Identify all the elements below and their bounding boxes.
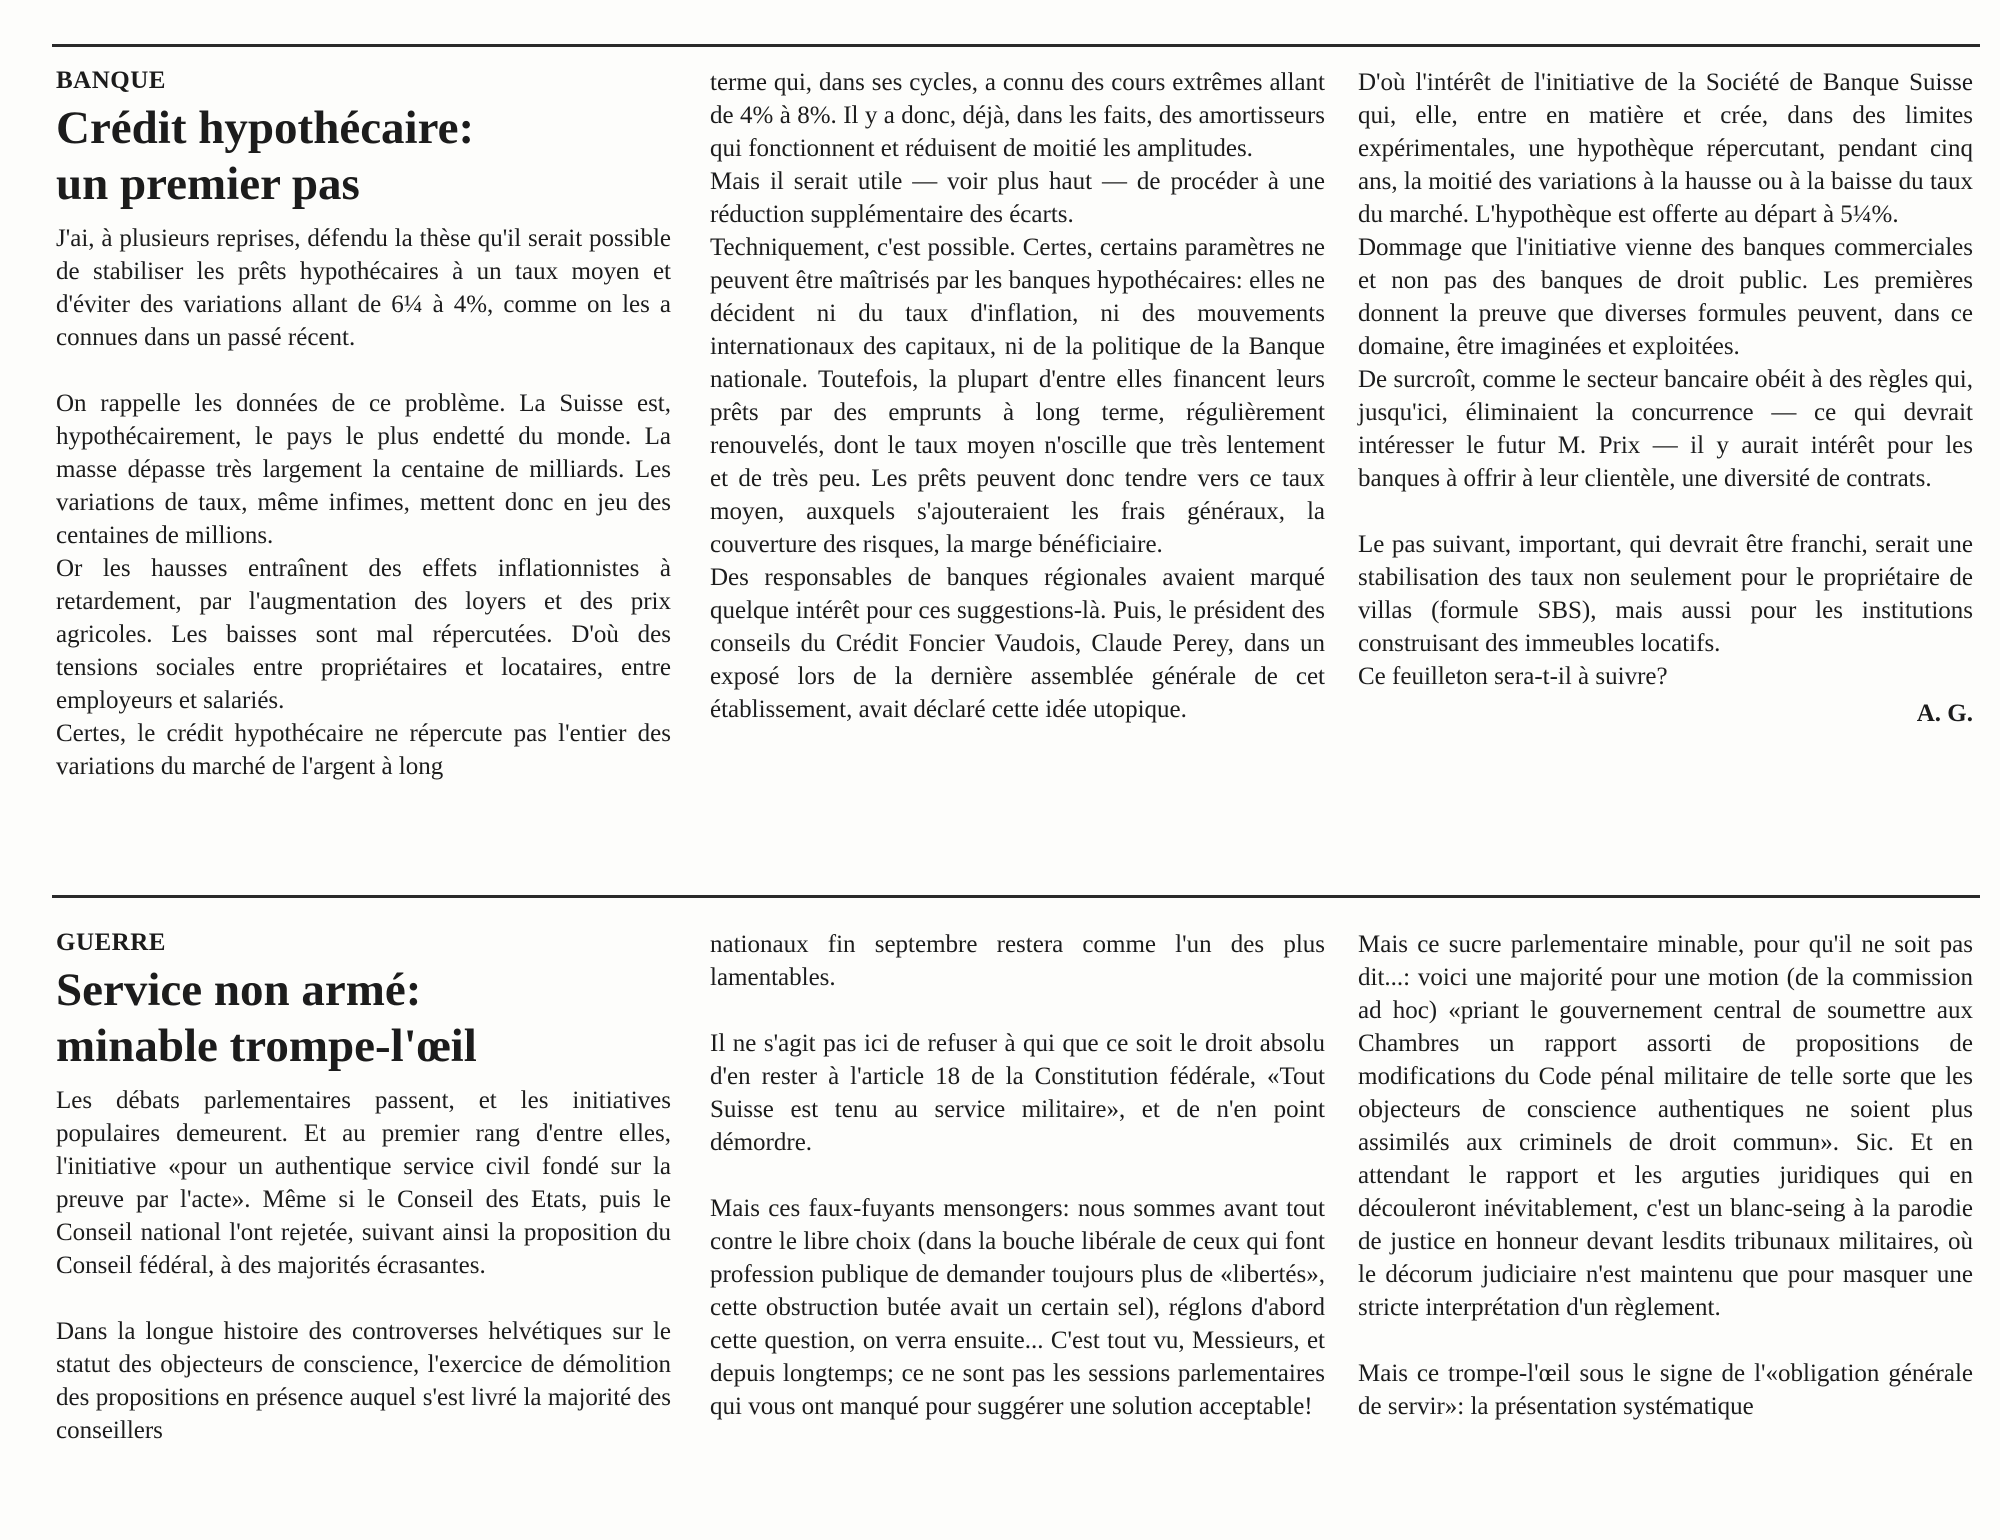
article2-paragraph: Mais ces faux-fuyants mensongers: nous sommes avant tout contre le libre choix (dans la bouche libérale de ceux qui font profession publique de demander toujours plus de «libertés», cette obstruction butée avait un certain sel), réglons d'abord cette question, on verra ensuite... C'est tout vu, Messieurs, et depuis longtemps; ce ne sont pas les sessions parlementaires qui vous ont manqué pour suggérer une solution acceptable! — [710, 1195, 1325, 1420]
article2-paragraph: Dans la longue histoire des controverses helvétiques sur le statut des objecteurs de conscience, l'exercice de démolition des propositions en présence auquel s'est livré la majorité des conseillers — [56, 1318, 671, 1444]
article2-headline: Service non armé: minable trompe-l'œil — [56, 964, 477, 1072]
article1-column-2 — [710, 66, 1325, 726]
article1-paragraph: terme qui, dans ses cycles, a connu des cours extrêmes allant de 4% à 8%. Il y a donc, déjà, dans les faits, des amortisseurs qui fonctionnent et réduisent de moitié les amplitudes. — [710, 69, 1325, 162]
article1-paragraph: Dommage que l'initiative vienne des banques commerciales et non pas des banques de droit public. Les premières donnent la preuve que diverses formules peuvent, dans ce domaine, être imaginées et exploitées. — [1358, 234, 1973, 360]
article1-paragraph: Ce feuilleton sera-t-il à suivre? — [1358, 663, 1668, 690]
article1-rubric: BANQUE — [56, 67, 166, 94]
article2-paragraph: nationaux fin septembre restera comme l'un des plus lamentables. — [710, 931, 1325, 991]
article2-column-2 — [710, 928, 1325, 1423]
article1-paragraph: Le pas suivant, important, qui devrait être franchi, serait une stabilisation des taux non seulement pour le propriétaire de villas (formule SBS), mais aussi pour les institutions construisant des immeubles locatifs. — [1358, 531, 1973, 657]
article1-paragraph: Des responsables de banques régionales avaient marqué quelque intérêt pour ces suggestions-là. Puis, le président des conseils du Crédit Foncier Vaudois, Claude Perey, dans un exposé lors de la dernière assemblée générale de cet établissement, avait déclaré cette idée utopique. — [710, 564, 1325, 723]
article2-rubric: GUERRE — [56, 929, 166, 956]
article1-headline: Crédit hypothécaire: un premier pas — [56, 102, 475, 210]
article1-signature: A. G. — [1916, 700, 1973, 727]
article2-column-3 — [1358, 928, 1973, 1423]
article1-paragraph: Certes, le crédit hypothécaire ne répercute pas l'entier des variations du marché de l'argent à long — [56, 720, 671, 780]
article1-column-1 — [56, 66, 671, 783]
top-rule — [52, 44, 1980, 47]
article1-paragraph: Mais il serait utile — voir plus haut — de procéder à une réduction supplémentaire des écarts. — [710, 168, 1325, 228]
article1-paragraph: On rappelle les données de ce problème. La Suisse est, hypothécairement, le pays le plus endetté du monde. La masse dépasse très largement la centaine de milliards. Les variations de taux, même infimes, mettent donc en jeu des centaines de millions. — [56, 390, 671, 549]
article1-paragraph: J'ai, à plusieurs reprises, défendu la thèse qu'il serait possible de stabiliser les prêts hypothécaires à un taux moyen et d'éviter des variations allant de 6¼ à 4%, comme on les a connues dans un passé récent. — [56, 225, 671, 351]
article2-paragraph: Les débats parlementaires passent, et les initiatives populaires demeurent. Et au premier rang d'entre elles, l'initiative «pour un authentique service civil fondé sur la preuve par l'acte». Même si le Conseil des Etats, puis le Conseil national l'ont rejetée, suivant ainsi la proposition du Conseil fédéral, à des majorités écrasantes. — [56, 1087, 671, 1279]
article2-column-1 — [56, 928, 671, 1447]
article1-paragraph: De surcroît, comme le secteur bancaire obéit à des règles qui, jusqu'ici, éliminaient la concurrence — ce qui devrait intéresser le futur M. Prix — il y aurait intérêt pour les banques à offrir à leur clientèle, une diversité de contrats. — [1358, 366, 1973, 492]
article1-paragraph: D'où l'intérêt de l'initiative de la Société de Banque Suisse qui, elle, entre en matière et crée, dans des limites expérimentales, une hypothèque répercutant, pendant cinq ans, la moitié des variations à la hausse ou à la baisse du taux du marché. L'hypothèque est offerte au départ à 5¼%. — [1358, 69, 1973, 228]
article1-column-3 — [1358, 66, 1973, 730]
article2-paragraph: Mais ce trompe-l'œil sous le signe de l'«obligation générale de servir»: la présentation systématique — [1358, 1360, 1973, 1420]
article2-paragraph: Mais ce sucre parlementaire minable, pour qu'il ne soit pas dit...: voici une majorité pour une motion (de la commission ad hoc) «priant le gouvernement central de soumettre aux Chambres un rapport assorti de propositions de modifications du Code pénal militaire de telle sorte que les objecteurs de conscience authentiques ne soient plus assimilés aux criminels de droit commun». Sic. Et en attendant le rapport et les arguties juridiques qui en découleront inévitablement, c'est un blanc-seing à la parodie de justice en honneur devant lesdits tribunaux militaires, où le décorum judiciaire n'est maintenu que pour masquer une stricte interprétation d'un règlement. — [1358, 931, 1973, 1321]
article2-paragraph: Il ne s'agit pas ici de refuser à qui que ce soit le droit absolu d'en rester à l'article 18 de la Constitution fédérale, «Tout Suisse est tenu au service militaire», et de n'en point démordre. — [710, 1030, 1325, 1156]
section-divider — [52, 895, 1980, 898]
article1-paragraph: Techniquement, c'est possible. Certes, certains paramètres ne peuvent être maîtrisés par les banques hypothécaires: elles ne décident ni du taux d'inflation, ni des mouvements internationaux des capitaux, ni de la politique de la Banque nationale. Toutefois, la plupart d'entre elles financent leurs prêts par des emprunts à long terme, régulièrement renouvelés, dont le taux moyen n'oscille que très lentement et de très peu. Les prêts peuvent donc tendre vers ce taux moyen, auxquels s'ajouteraient les frais généraux, la couverture des risques, la marge bénéficiaire. — [710, 234, 1325, 558]
article1-paragraph: Or les hausses entraînent des effets inflationnistes à retardement, par l'augmentation des loyers et des prix agricoles. Les baisses sont mal répercutées. D'où des tensions sociales entre propriétaires et locataires, entre employeurs et salariés. — [56, 555, 671, 714]
